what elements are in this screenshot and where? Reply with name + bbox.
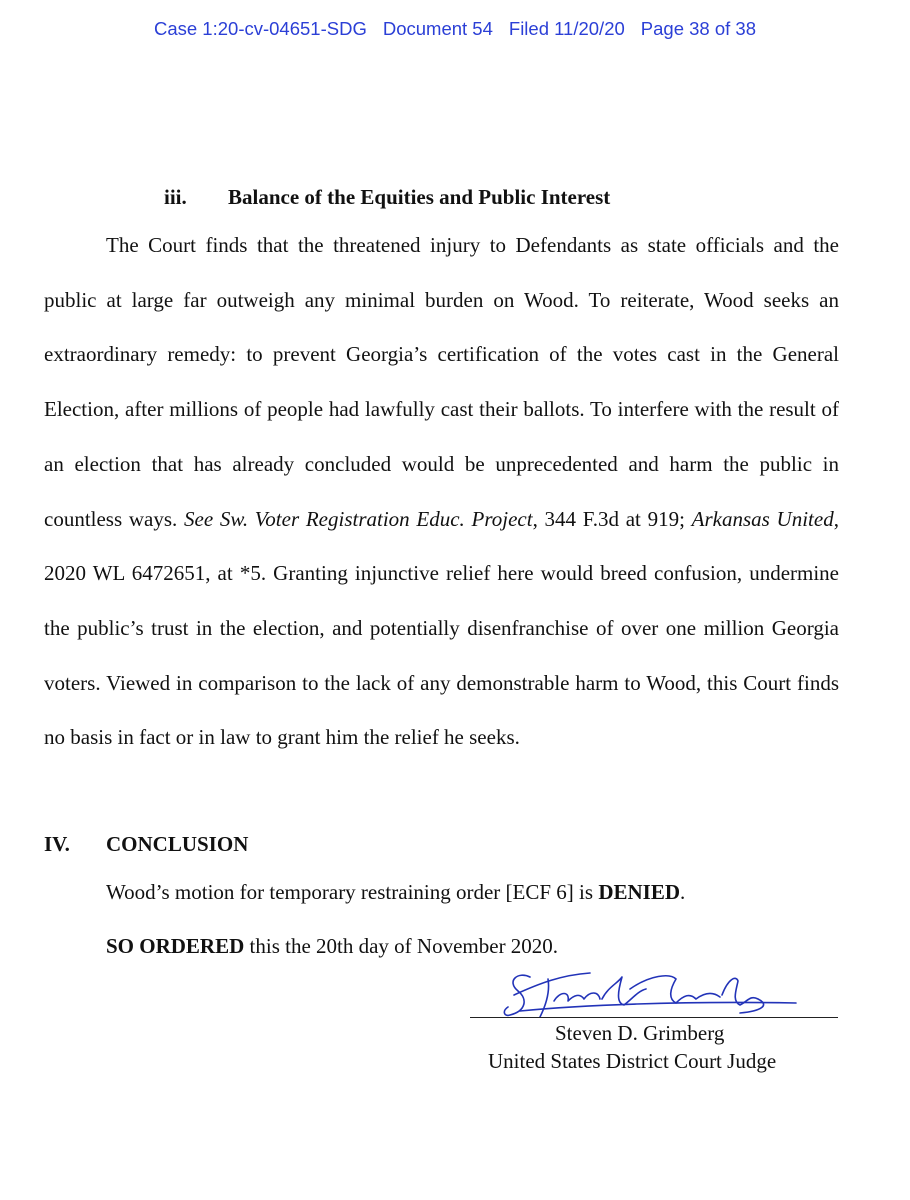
order-line xyxy=(106,934,558,959)
handwritten-signature xyxy=(500,965,800,1025)
document-number: Document 54 xyxy=(382,18,493,39)
balance-paragraph xyxy=(44,218,839,765)
page-number: Page 38 of 38 xyxy=(640,18,756,39)
section-iii-title: Balance of the Equities and Public Interest xyxy=(228,185,611,209)
section-iv-number: IV. xyxy=(44,832,70,856)
paragraph-text-2: , 344 F.3d at 919; xyxy=(532,506,692,531)
so-ordered: SO ORDERED xyxy=(106,934,245,958)
signature-block xyxy=(470,965,838,1075)
filing-header xyxy=(0,18,910,40)
motion-text: Wood’s motion for temporary restraining order [ECF 6] is xyxy=(106,880,599,904)
ruling-period: . xyxy=(680,880,686,904)
ruling-denied: DENIED xyxy=(598,880,680,904)
section-iii-heading xyxy=(164,185,610,210)
paragraph-text-1: The Court finds that the threatened injury to Defendants as state officials and the public at large far outweigh any minimal burden on Wood. To reiterate, Wood seeks an extraordinary remedy: to prevent Georgia’s certification of the votes cast in the General Election, after millions of people had lawfully cast their ballots. To interfere with the result of an election that has already concluded would be unprecedented and harm the public in countless ways. xyxy=(44,233,839,531)
section-iv-heading xyxy=(44,832,248,857)
section-iv-title: CONCLUSION xyxy=(106,832,249,856)
citation-sw-voter: See Sw. Voter Registration Educ. Project xyxy=(184,506,533,531)
judge-name: Steven D. Grimberg xyxy=(555,1021,725,1045)
order-date: this the 20th day of November 2020. xyxy=(244,934,559,958)
filed-date: Filed 11/20/20 xyxy=(508,18,625,39)
judge-title: United States District Court Judge xyxy=(488,1049,777,1073)
paragraph-text-3: , 2020 WL 6472651, at *5. Granting injunctive relief here would breed confusion, undermine the public’s trust in the election, and potentially disenfranchise of over one million Georgia voters. Viewed in comparison to the lack of any demonstrable harm to Wood, this Court finds no basis in fact or in law to grant him the relief he seeks. xyxy=(44,506,839,750)
citation-arkansas-united: Arkansas United xyxy=(691,506,834,531)
signature-line xyxy=(470,1017,838,1018)
ruling-line xyxy=(106,880,685,905)
section-iii-number: iii. xyxy=(164,185,187,209)
case-number: Case 1:20-cv-04651-SDG xyxy=(153,18,367,39)
